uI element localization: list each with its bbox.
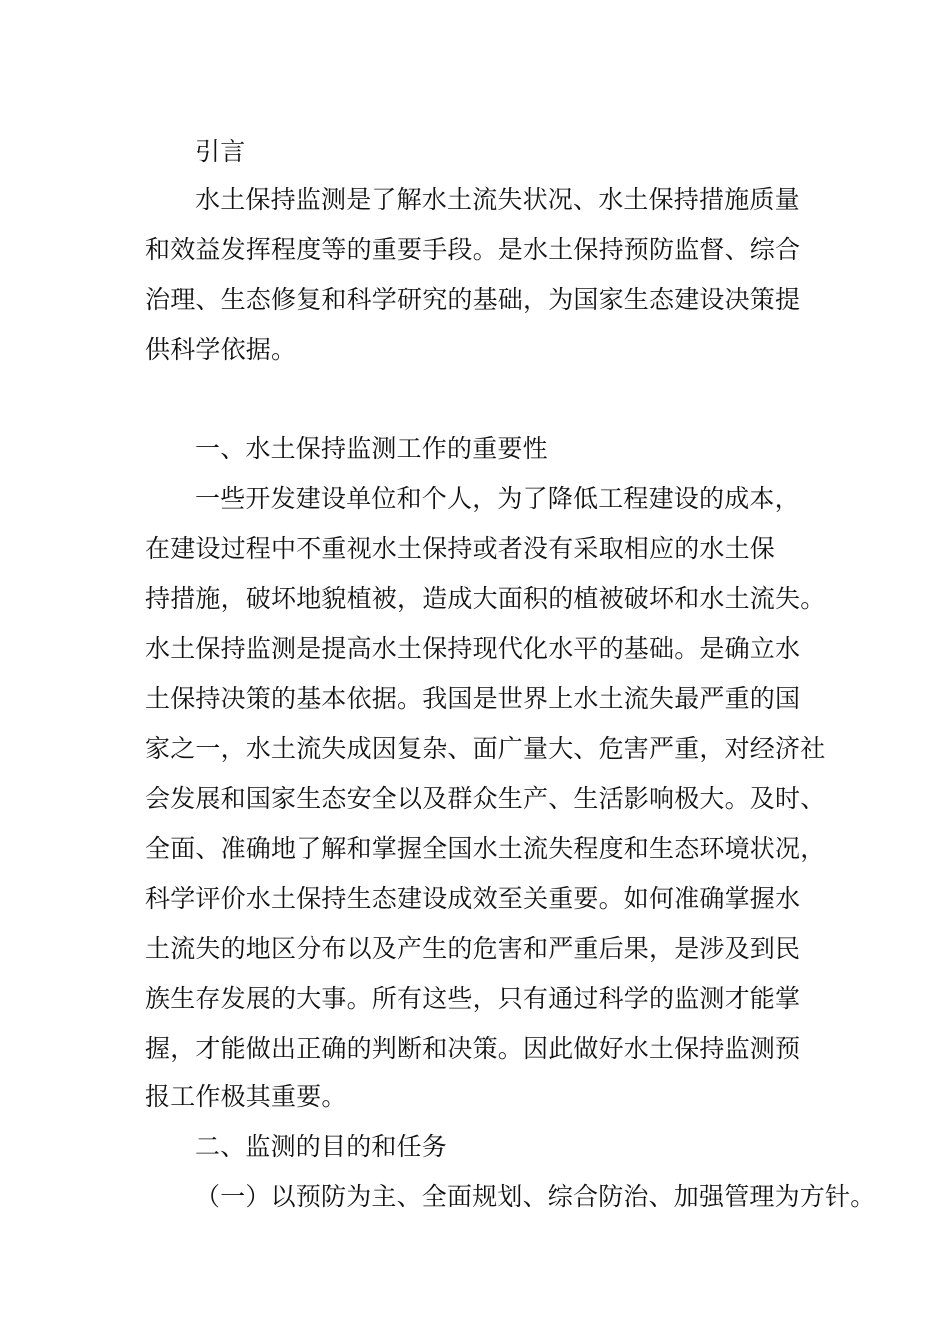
section1-line-7: 会发展和国家生态安全以及群众生产、生活影响极大。及时、	[145, 784, 826, 813]
intro-line-2: 和效益发挥程度等的重要手段。是水土保持预防监督、综合	[145, 235, 801, 264]
intro-line-4: 供科学依据。	[145, 335, 297, 364]
section1-line-13: 报工作极其重要。	[145, 1082, 347, 1111]
section1-line-1: 一些开发建设单位和个人，为了降低工程建设的成本，	[195, 484, 800, 513]
intro-heading: 引言	[195, 137, 246, 166]
intro-line-1: 水土保持监测是了解水土流失状况、水土保持措施质量	[195, 185, 800, 214]
section1-line-12: 握，才能做出正确的判断和决策。因此做好水土保持监测预	[145, 1034, 801, 1063]
section1-line-3: 持措施，破坏地貌植被，造成大面积的植被破坏和水土流失。	[145, 584, 826, 613]
section1-line-2: 在建设过程中不重视水土保持或者没有采取相应的水土保	[145, 534, 776, 563]
intro-line-3: 治理、生态修复和科学研究的基础，为国家生态建设决策提	[145, 285, 801, 314]
section1-line-4: 水土保持监测是提高水土保持现代化水平的基础。是确立水	[145, 634, 801, 663]
section1-line-5: 土保持决策的基本依据。我国是世界上水土流失最严重的国	[145, 684, 801, 713]
section1-line-8: 全面、准确地了解和掌握全国水土流失程度和生态环境状况，	[145, 834, 826, 863]
section2-line-1: （一）以预防为主、全面规划、综合防治、加强管理为方针。	[195, 1182, 876, 1211]
section1-line-11: 族生存发展的大事。所有这些，只有通过科学的监测才能掌	[145, 984, 801, 1013]
section1-line-9: 科学评价水土保持生态建设成效至关重要。如何准确掌握水	[145, 884, 801, 913]
section1-line-6: 家之一，水土流失成因复杂、面广量大、危害严重，对经济社	[145, 734, 826, 763]
section1-heading: 一、水土保持监测工作的重要性	[195, 434, 548, 463]
section2-heading: 二、监测的目的和任务	[195, 1132, 448, 1161]
section1-line-10: 土流失的地区分布以及产生的危害和严重后果，是涉及到民	[145, 934, 801, 963]
